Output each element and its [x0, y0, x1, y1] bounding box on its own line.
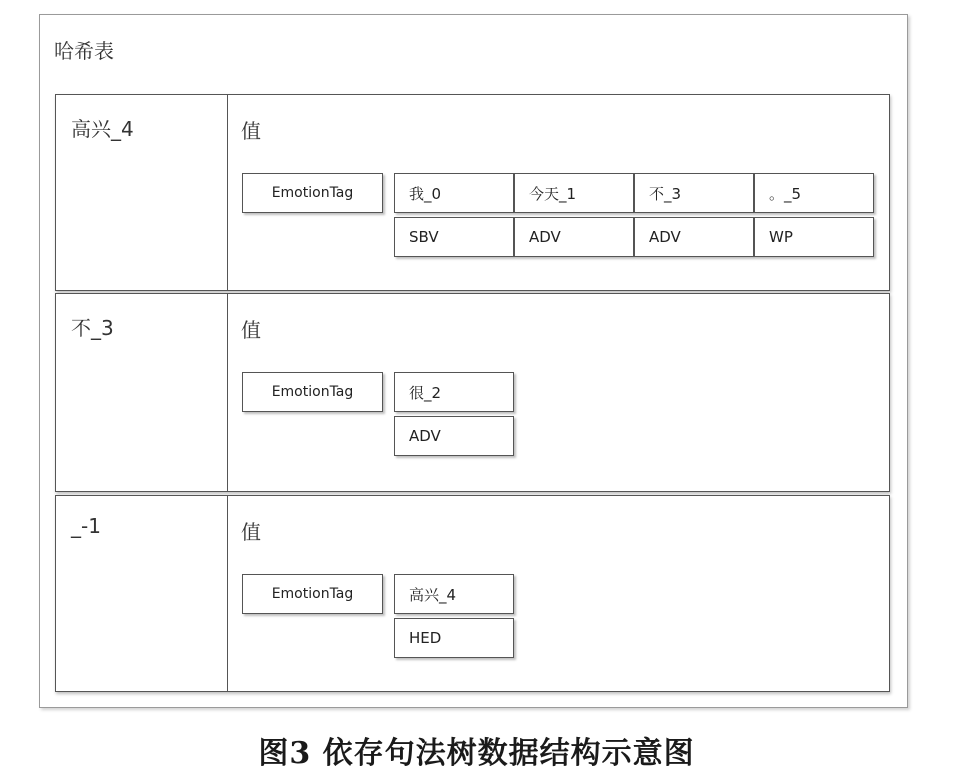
figure-caption: 图3 依存句法树数据结构示意图 [258, 736, 695, 771]
emotion-tag-box: EmotionTag [242, 574, 383, 614]
hash-table-frame [39, 14, 908, 708]
emotion-tag-box: EmotionTag [242, 173, 383, 213]
relation-cell: ADV [514, 217, 634, 257]
entry-key: 高兴_4 [71, 117, 134, 141]
relation-cell: ADV [394, 416, 514, 456]
hash-entry [55, 293, 890, 492]
relation-cell: WP [754, 217, 874, 257]
entry-value-label: 值 [241, 119, 261, 143]
hash-entry [55, 94, 890, 291]
entry-key-cell [56, 294, 228, 491]
word-cell: 今天_1 [514, 173, 634, 213]
word-cell: 。_5 [754, 173, 874, 213]
entry-value-label: 值 [241, 520, 261, 544]
entry-key-cell [56, 496, 228, 691]
relation-cell: SBV [394, 217, 514, 257]
entry-value-label: 值 [241, 318, 261, 342]
relation-cell: ADV [634, 217, 754, 257]
relation-cell: HED [394, 618, 514, 658]
word-cell: 很_2 [394, 372, 514, 412]
entry-key-cell [56, 95, 228, 290]
entry-key: _-1 [71, 514, 101, 538]
word-cell: 不_3 [634, 173, 754, 213]
word-cell: 高兴_4 [394, 574, 514, 614]
emotion-tag-box: EmotionTag [242, 372, 383, 412]
hash-table-title: 哈希表 [54, 39, 114, 63]
entry-key: 不_3 [71, 316, 114, 340]
hash-entry [55, 495, 890, 692]
word-cell: 我_0 [394, 173, 514, 213]
